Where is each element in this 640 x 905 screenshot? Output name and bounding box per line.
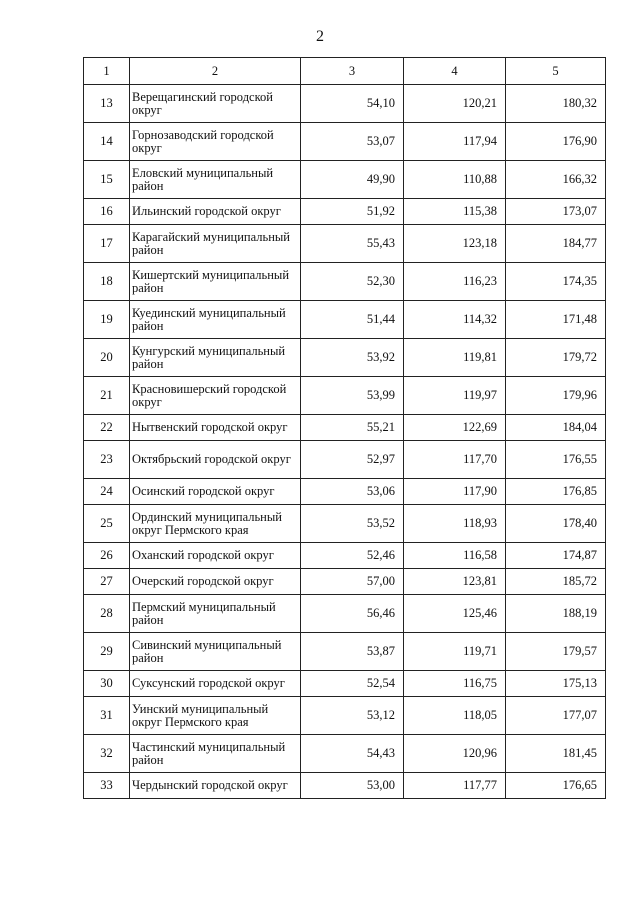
value-col4-cell: 117,70 [404, 441, 506, 479]
value-col3-cell: 53,00 [301, 773, 404, 799]
table-row [84, 543, 606, 569]
value-col5-cell: 174,87 [506, 543, 606, 569]
value-col4-cell: 119,81 [404, 339, 506, 377]
table-row [84, 595, 606, 633]
value-col3-cell: 56,46 [301, 595, 404, 633]
value-col5-cell: 174,35 [506, 263, 606, 301]
row-number-cell: 30 [84, 671, 130, 697]
value-col4-cell: 118,93 [404, 505, 506, 543]
table-row [84, 415, 606, 441]
municipality-name-cell: Ильинский городской округ [130, 199, 301, 225]
row-number-cell: 29 [84, 633, 130, 671]
value-col3-cell: 52,46 [301, 543, 404, 569]
row-number-cell: 25 [84, 505, 130, 543]
column-header: 3 [301, 58, 404, 85]
value-col5-cell: 173,07 [506, 199, 606, 225]
value-col3-cell: 51,44 [301, 301, 404, 339]
table-row [84, 441, 606, 479]
value-col4-cell: 122,69 [404, 415, 506, 441]
value-col5-cell: 188,19 [506, 595, 606, 633]
value-col4-cell: 114,32 [404, 301, 506, 339]
municipality-name-cell: Оханский городской округ [130, 543, 301, 569]
table-row [84, 479, 606, 505]
value-col4-cell: 117,77 [404, 773, 506, 799]
row-number-cell: 27 [84, 569, 130, 595]
municipality-name-cell: Октябрьский городской округ [130, 441, 301, 479]
column-header: 1 [84, 58, 130, 85]
table-row [84, 505, 606, 543]
value-col5-cell: 184,04 [506, 415, 606, 441]
value-col4-cell: 118,05 [404, 697, 506, 735]
row-number-cell: 15 [84, 161, 130, 199]
value-col4-cell: 116,23 [404, 263, 506, 301]
municipality-name-cell: Карагайский муниципальный район [130, 225, 301, 263]
value-col4-cell: 123,81 [404, 569, 506, 595]
value-col3-cell: 52,30 [301, 263, 404, 301]
municipality-name-cell: Осинский городской округ [130, 479, 301, 505]
value-col3-cell: 54,10 [301, 85, 404, 123]
value-col5-cell: 178,40 [506, 505, 606, 543]
row-number-cell: 24 [84, 479, 130, 505]
municipality-name-cell: Горнозаводский городской округ [130, 123, 301, 161]
value-col5-cell: 181,45 [506, 735, 606, 773]
value-col4-cell: 123,18 [404, 225, 506, 263]
row-number-cell: 14 [84, 123, 130, 161]
table-row [84, 377, 606, 415]
table-row [84, 161, 606, 199]
value-col5-cell: 176,85 [506, 479, 606, 505]
value-col3-cell: 53,07 [301, 123, 404, 161]
value-col3-cell: 53,06 [301, 479, 404, 505]
value-col4-cell: 116,58 [404, 543, 506, 569]
column-header: 5 [506, 58, 606, 85]
municipality-name-cell: Суксунский городской округ [130, 671, 301, 697]
municipality-name-cell: Очерский городской округ [130, 569, 301, 595]
value-col3-cell: 53,99 [301, 377, 404, 415]
municipality-name-cell: Кишертский муниципальный район [130, 263, 301, 301]
row-number-cell: 33 [84, 773, 130, 799]
row-number-cell: 32 [84, 735, 130, 773]
table-row [84, 301, 606, 339]
value-col4-cell: 120,96 [404, 735, 506, 773]
table-row [84, 225, 606, 263]
value-col4-cell: 117,94 [404, 123, 506, 161]
table-row [84, 339, 606, 377]
municipality-name-cell: Частинский муниципальный район [130, 735, 301, 773]
value-col3-cell: 53,12 [301, 697, 404, 735]
column-header: 2 [130, 58, 301, 85]
header-row [84, 58, 606, 85]
value-col3-cell: 54,43 [301, 735, 404, 773]
value-col5-cell: 179,72 [506, 339, 606, 377]
value-col4-cell: 110,88 [404, 161, 506, 199]
value-col5-cell: 176,55 [506, 441, 606, 479]
municipality-name-cell: Ординский муниципальный округ Пермского края [130, 505, 301, 543]
value-col5-cell: 166,32 [506, 161, 606, 199]
row-number-cell: 13 [84, 85, 130, 123]
value-col3-cell: 55,21 [301, 415, 404, 441]
table-row [84, 671, 606, 697]
table-row [84, 199, 606, 225]
municipality-name-cell: Сивинский муниципальный район [130, 633, 301, 671]
table-row [84, 697, 606, 735]
row-number-cell: 20 [84, 339, 130, 377]
row-number-cell: 26 [84, 543, 130, 569]
value-col3-cell: 53,92 [301, 339, 404, 377]
value-col4-cell: 117,90 [404, 479, 506, 505]
row-number-cell: 17 [84, 225, 130, 263]
row-number-cell: 19 [84, 301, 130, 339]
value-col3-cell: 53,52 [301, 505, 404, 543]
row-number-cell: 28 [84, 595, 130, 633]
data-table [83, 57, 606, 799]
row-number-cell: 21 [84, 377, 130, 415]
table-row [84, 633, 606, 671]
row-number-cell: 31 [84, 697, 130, 735]
municipality-name-cell: Нытвенский городской округ [130, 415, 301, 441]
value-col5-cell: 176,65 [506, 773, 606, 799]
row-number-cell: 22 [84, 415, 130, 441]
value-col4-cell: 115,38 [404, 199, 506, 225]
municipality-name-cell: Кунгурский муниципальный район [130, 339, 301, 377]
municipality-name-cell: Куединский муниципальный район [130, 301, 301, 339]
municipality-name-cell: Уинский муниципальный округ Пермского края [130, 697, 301, 735]
value-col5-cell: 177,07 [506, 697, 606, 735]
value-col5-cell: 171,48 [506, 301, 606, 339]
value-col5-cell: 185,72 [506, 569, 606, 595]
value-col5-cell: 179,96 [506, 377, 606, 415]
row-number-cell: 16 [84, 199, 130, 225]
value-col5-cell: 176,90 [506, 123, 606, 161]
value-col3-cell: 49,90 [301, 161, 404, 199]
value-col4-cell: 120,21 [404, 85, 506, 123]
value-col4-cell: 116,75 [404, 671, 506, 697]
value-col3-cell: 53,87 [301, 633, 404, 671]
page-number: 2 [316, 28, 324, 45]
value-col3-cell: 55,43 [301, 225, 404, 263]
value-col4-cell: 119,97 [404, 377, 506, 415]
value-col4-cell: 125,46 [404, 595, 506, 633]
value-col5-cell: 179,57 [506, 633, 606, 671]
table-row [84, 735, 606, 773]
municipality-name-cell: Верещагинский городской округ [130, 85, 301, 123]
value-col4-cell: 119,71 [404, 633, 506, 671]
table-row [84, 85, 606, 123]
row-number-cell: 18 [84, 263, 130, 301]
municipality-name-cell: Пермский муниципальный район [130, 595, 301, 633]
value-col3-cell: 52,97 [301, 441, 404, 479]
municipality-name-cell: Еловский муниципальный район [130, 161, 301, 199]
table-row [84, 263, 606, 301]
value-col3-cell: 51,92 [301, 199, 404, 225]
value-col3-cell: 57,00 [301, 569, 404, 595]
value-col5-cell: 184,77 [506, 225, 606, 263]
row-number-cell: 23 [84, 441, 130, 479]
column-header: 4 [404, 58, 506, 85]
table-row [84, 123, 606, 161]
value-col5-cell: 180,32 [506, 85, 606, 123]
municipality-name-cell: Красновишерский городской округ [130, 377, 301, 415]
table-row [84, 569, 606, 595]
table-row [84, 773, 606, 799]
municipality-name-cell: Чердынский городской округ [130, 773, 301, 799]
value-col3-cell: 52,54 [301, 671, 404, 697]
value-col5-cell: 175,13 [506, 671, 606, 697]
